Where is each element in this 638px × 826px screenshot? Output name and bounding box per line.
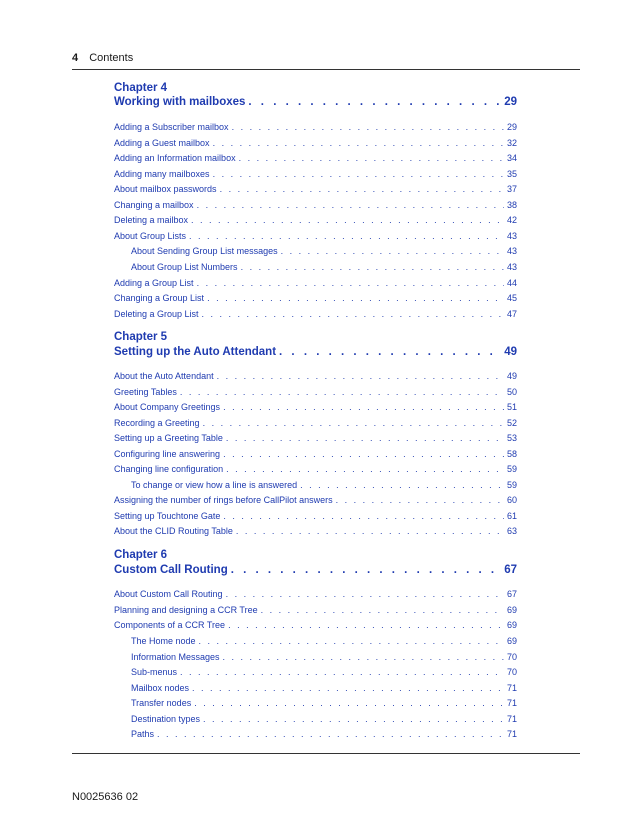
page-header	[72, 52, 133, 64]
entry-title: About Sending Group List messages	[131, 246, 278, 256]
entry-page-number: 70	[506, 652, 517, 662]
toc-subentry-link[interactable]	[131, 261, 517, 273]
dot-leader	[223, 510, 504, 522]
entry-title: Destination types	[131, 714, 201, 724]
footer-doc-number: N0025636 02	[72, 791, 139, 803]
dot-leader	[223, 448, 504, 460]
toc-entry-link[interactable]	[114, 448, 517, 460]
entry-title: Changing a Group List	[114, 293, 205, 303]
chapter-title: Setting up the Auto Attendant	[114, 346, 277, 358]
entry-page-number: 37	[506, 184, 517, 194]
chapter-title: Working with mailboxes	[114, 96, 246, 108]
entry-page-number: 63	[506, 526, 517, 536]
entry-page-number: 69	[506, 605, 517, 615]
toc-entry-link[interactable]	[114, 432, 517, 444]
dot-leader	[207, 292, 504, 304]
toc-entry-link[interactable]	[114, 308, 517, 320]
dot-leader	[231, 564, 501, 576]
dot-leader	[226, 432, 504, 444]
entry-title: Deleting a mailbox	[114, 215, 189, 225]
chapter-title: Custom Call Routing	[114, 564, 228, 576]
entry-page-number: 45	[506, 293, 517, 303]
toc-entry-link[interactable]	[114, 214, 517, 226]
entry-page-number: 71	[506, 714, 517, 724]
entry-page-number: 71	[506, 698, 517, 708]
entry-page-number: 67	[506, 589, 517, 599]
toc-entry-link[interactable]	[114, 510, 517, 522]
dot-leader	[157, 728, 504, 740]
entry-page-number: 59	[506, 480, 517, 490]
toc-subentry-link[interactable]	[131, 635, 517, 647]
entry-title: Sub-menus	[131, 667, 178, 677]
entry-page-number: 70	[506, 667, 517, 677]
dot-leader	[239, 152, 504, 164]
entry-page-number: 52	[506, 418, 517, 428]
chapter-title-link[interactable]	[114, 346, 517, 358]
entry-page-number: 32	[506, 138, 517, 148]
chapter-page-number: 49	[504, 346, 517, 358]
entry-title: Adding an Information mailbox	[114, 153, 236, 163]
entry-title: About the Auto Attendant	[114, 371, 214, 381]
toc-entry-link[interactable]	[114, 277, 517, 289]
entry-title: Transfer nodes	[131, 698, 192, 708]
toc-entry-link[interactable]	[114, 152, 517, 164]
toc-entry-link[interactable]	[114, 230, 517, 242]
dot-leader	[241, 261, 504, 273]
dot-leader	[336, 494, 504, 506]
toc-subentry-link[interactable]	[131, 697, 517, 709]
dot-leader	[189, 230, 504, 242]
toc-entry-link[interactable]	[114, 168, 517, 180]
entry-title: Adding many mailboxes	[114, 169, 210, 179]
entry-title: Deleting a Group List	[114, 309, 199, 319]
entry-page-number: 49	[506, 371, 517, 381]
toc-entry-link[interactable]	[114, 525, 517, 537]
entry-page-number: 38	[506, 200, 517, 210]
toc-entry-link[interactable]	[114, 619, 517, 631]
chapter-title-link[interactable]	[114, 96, 517, 108]
entry-title: Adding a Group List	[114, 278, 194, 288]
dot-leader	[223, 651, 504, 663]
entry-page-number: 43	[506, 231, 517, 241]
chapter-label[interactable]: Chapter 6	[114, 549, 168, 561]
chapter-title-link[interactable]	[114, 564, 517, 576]
dot-leader	[203, 713, 504, 725]
toc-subentry-link[interactable]	[131, 728, 517, 740]
entry-title: Information Messages	[131, 652, 220, 662]
toc-entry-link[interactable]	[114, 494, 517, 506]
entry-page-number: 29	[506, 122, 517, 132]
entry-page-number: 71	[506, 683, 517, 693]
entry-title: The Home node	[131, 636, 196, 646]
entry-title: Changing a mailbox	[114, 200, 194, 210]
entry-title: Adding a Subscriber mailbox	[114, 122, 229, 132]
entry-page-number: 50	[506, 387, 517, 397]
dot-leader	[261, 604, 504, 616]
toc-entry-link[interactable]	[114, 386, 517, 398]
entry-page-number: 42	[506, 215, 517, 225]
dot-leader	[279, 346, 501, 358]
dot-leader	[281, 245, 504, 257]
toc-subentry-link[interactable]	[131, 713, 517, 725]
dot-leader	[191, 214, 504, 226]
entry-title: About Group Lists	[114, 231, 187, 241]
toc-entry-link[interactable]	[114, 292, 517, 304]
entry-title: Setting up Touchtone Gate	[114, 511, 221, 521]
entry-title: Recording a Greeting	[114, 418, 200, 428]
chapter-page-number: 67	[504, 564, 517, 576]
entry-title: About Company Greetings	[114, 402, 221, 412]
toc-entry-link[interactable]	[114, 588, 517, 600]
dot-leader	[226, 588, 504, 600]
dot-leader	[220, 183, 504, 195]
entry-title: To change or view how a line is answered	[131, 480, 298, 490]
entry-title: Assigning the number of rings before CallPilot answers	[114, 495, 333, 505]
header-rule	[72, 69, 580, 70]
entry-page-number: 71	[506, 729, 517, 739]
toc-subentry-link[interactable]	[131, 651, 517, 663]
entry-page-number: 61	[506, 511, 517, 521]
dot-leader	[197, 277, 504, 289]
dot-leader	[194, 697, 504, 709]
toc-entry-link[interactable]	[114, 183, 517, 195]
entry-page-number: 43	[506, 262, 517, 272]
dot-leader	[236, 525, 504, 537]
dot-leader	[248, 96, 501, 108]
chapter-label[interactable]: Chapter 4	[114, 82, 168, 94]
entry-page-number: 47	[506, 309, 517, 319]
entry-title: Adding a Guest mailbox	[114, 138, 210, 148]
dot-leader	[192, 682, 504, 694]
toc-subentry-link[interactable]	[131, 479, 517, 491]
dot-leader	[213, 137, 504, 149]
header-page-number: 4	[72, 52, 79, 64]
chapter-label[interactable]: Chapter 5	[114, 331, 168, 343]
toc-entry-link[interactable]	[114, 121, 517, 133]
entry-page-number: 69	[506, 636, 517, 646]
toc-entry-link[interactable]	[114, 137, 517, 149]
dot-leader	[226, 463, 504, 475]
chapter-page-number: 29	[504, 96, 517, 108]
entry-title: About mailbox passwords	[114, 184, 217, 194]
dot-leader	[228, 619, 504, 631]
entry-title: Paths	[131, 729, 155, 739]
entry-title: Greeting Tables	[114, 387, 177, 397]
entry-title: Configuring line answering	[114, 449, 221, 459]
dot-leader	[232, 121, 504, 133]
dot-leader	[203, 417, 504, 429]
footer-rule	[72, 753, 580, 754]
toc-entry-link[interactable]	[114, 370, 517, 382]
entry-title: About Group List Numbers	[131, 262, 238, 272]
entry-page-number: 43	[506, 246, 517, 256]
toc-subentry-link[interactable]	[131, 666, 517, 678]
entry-page-number: 69	[506, 620, 517, 630]
toc-entry-link[interactable]	[114, 199, 517, 211]
entry-page-number: 44	[506, 278, 517, 288]
entry-title: About the CLID Routing Table	[114, 526, 233, 536]
dot-leader	[180, 666, 504, 678]
entry-page-number: 35	[506, 169, 517, 179]
toc-entry-link[interactable]	[114, 604, 517, 616]
dot-leader	[202, 308, 504, 320]
dot-leader	[199, 635, 504, 647]
dot-leader	[180, 386, 504, 398]
entry-page-number: 51	[506, 402, 517, 412]
entry-title: About Custom Call Routing	[114, 589, 223, 599]
entry-page-number: 34	[506, 153, 517, 163]
dot-leader	[217, 370, 504, 382]
dot-leader	[300, 479, 504, 491]
toc-entry-link[interactable]	[114, 417, 517, 429]
entry-page-number: 59	[506, 464, 517, 474]
entry-page-number: 58	[506, 449, 517, 459]
entry-title: Changing line configuration	[114, 464, 224, 474]
header-section: Contents	[89, 52, 134, 64]
toc-subentry-link[interactable]	[131, 682, 517, 694]
entry-page-number: 60	[506, 495, 517, 505]
entry-title: Mailbox nodes	[131, 683, 190, 693]
entry-page-number: 53	[506, 433, 517, 443]
entry-title: Planning and designing a CCR Tree	[114, 605, 258, 615]
toc-entry-link[interactable]	[114, 401, 517, 413]
toc-subentry-link[interactable]	[131, 245, 517, 257]
entry-title: Components of a CCR Tree	[114, 620, 226, 630]
entry-title: Setting up a Greeting Table	[114, 433, 223, 443]
toc-entry-link[interactable]	[114, 463, 517, 475]
dot-leader	[197, 199, 504, 211]
dot-leader	[223, 401, 504, 413]
dot-leader	[213, 168, 504, 180]
